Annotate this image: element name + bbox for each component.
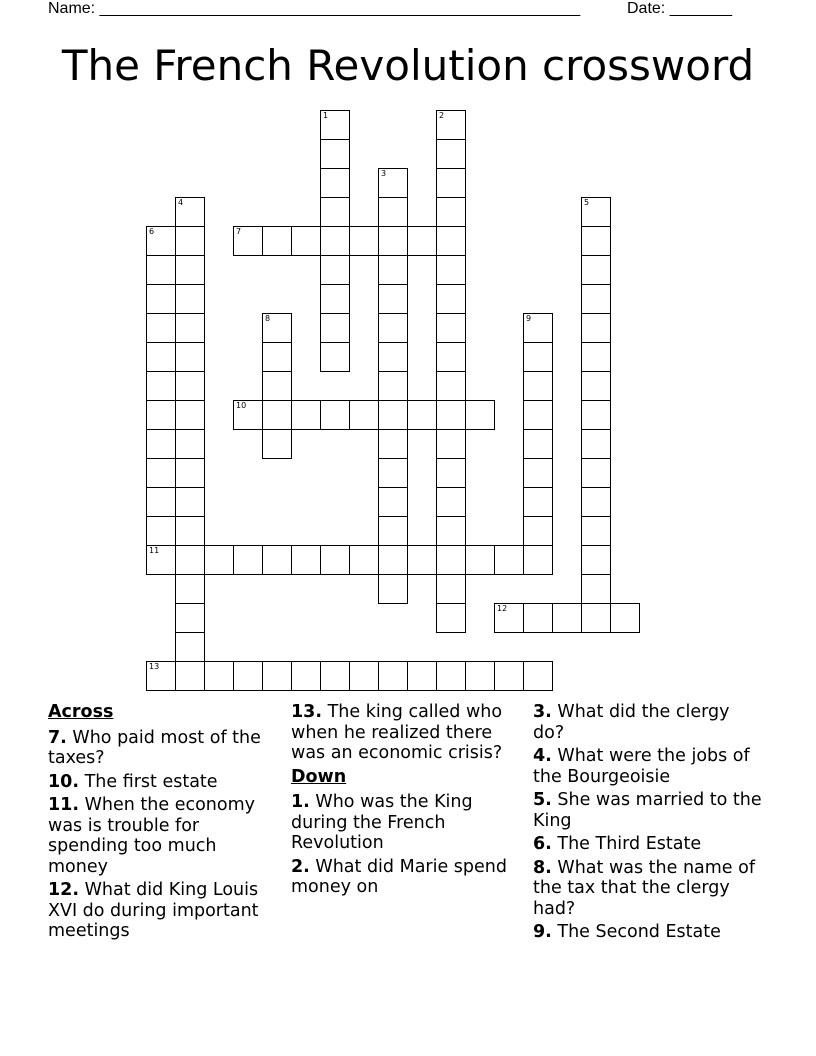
clue-number: 8. (533, 857, 552, 878)
crossword-cell[interactable] (523, 429, 553, 459)
crossword-cell[interactable] (175, 255, 205, 285)
crossword-cell[interactable] (378, 429, 408, 459)
crossword-cell[interactable] (320, 226, 350, 256)
crossword-cell[interactable] (523, 603, 553, 633)
crossword-cell[interactable] (465, 545, 495, 575)
crossword-cell[interactable] (407, 661, 437, 691)
crossword-cell[interactable] (581, 429, 611, 459)
cell-number: 4 (178, 198, 184, 207)
crossword-cell[interactable] (378, 545, 408, 575)
clue-across-13 (291, 702, 523, 764)
crossword-cell[interactable] (175, 429, 205, 459)
cell-number: 7 (236, 227, 242, 236)
crossword-cell[interactable] (552, 603, 582, 633)
clue-text: The king called who when he realized there was an economic crisis? (291, 702, 503, 763)
clue-column-3 (533, 702, 765, 946)
crossword-cell[interactable] (378, 661, 408, 691)
crossword-cell[interactable] (233, 661, 263, 691)
crossword-cell[interactable] (581, 516, 611, 546)
crossword-cell[interactable] (233, 545, 263, 575)
crossword-cell[interactable] (146, 313, 176, 343)
crossword-cell[interactable] (436, 110, 466, 140)
clue-text: Who was the King during the French Revolution (291, 792, 473, 853)
cell-number: 9 (526, 314, 532, 323)
crossword-cell[interactable] (436, 342, 466, 372)
crossword-cell[interactable] (436, 458, 466, 488)
crossword-cell[interactable] (494, 661, 524, 691)
clue-across-10 (48, 772, 280, 793)
crossword-cell[interactable] (436, 197, 466, 227)
crossword-cell[interactable] (523, 342, 553, 372)
clue-number: 1. (291, 792, 310, 812)
crossword-cell[interactable] (146, 458, 176, 488)
crossword-cell[interactable] (175, 226, 205, 256)
crossword-cell[interactable] (175, 661, 205, 691)
crossword-cell[interactable] (581, 574, 611, 604)
crossword-cell[interactable] (175, 487, 205, 517)
crossword-cell[interactable] (407, 226, 437, 256)
crossword-cell[interactable] (146, 255, 176, 285)
crossword-cell[interactable] (262, 545, 292, 575)
clue-text: The Third Estate (557, 834, 702, 854)
crossword-cell[interactable] (436, 545, 466, 575)
crossword-cell[interactable] (523, 487, 553, 517)
across-heading: Across (48, 702, 114, 722)
clue-down-3 (533, 702, 765, 743)
clue-down-8 (533, 858, 765, 920)
crossword-cell[interactable] (407, 400, 437, 430)
crossword-cell[interactable] (262, 371, 292, 401)
crossword-cell[interactable] (523, 371, 553, 401)
crossword-cell[interactable] (378, 197, 408, 227)
header-line (48, 0, 748, 18)
clue-text: What did the clergy do? (533, 702, 730, 743)
clue-down-9 (533, 922, 765, 943)
crossword-cell[interactable] (175, 400, 205, 430)
crossword-cell[interactable] (320, 197, 350, 227)
clue-number: 5. (533, 790, 552, 810)
crossword-cell[interactable] (262, 226, 292, 256)
crossword-cell[interactable] (436, 284, 466, 314)
crossword-cell[interactable] (378, 487, 408, 517)
crossword-cell[interactable] (175, 458, 205, 488)
crossword-cell[interactable] (204, 661, 234, 691)
clue-text: She was married to the King (533, 790, 762, 831)
page-title: The French Revolution crossword (61, 41, 755, 90)
clue-text: The Second Estate (557, 922, 721, 942)
crossword-cell[interactable] (378, 255, 408, 285)
crossword-cell[interactable] (581, 603, 611, 633)
crossword-cell[interactable] (436, 400, 466, 430)
clue-number: 2. (291, 856, 310, 877)
clue-number: 9. (533, 922, 552, 942)
crossword-cell[interactable] (175, 197, 205, 227)
crossword-cell[interactable] (436, 487, 466, 517)
crossword-cell[interactable] (175, 284, 205, 314)
crossword-cell[interactable] (146, 284, 176, 314)
crossword-cell[interactable] (378, 226, 408, 256)
crossword-cell[interactable] (320, 313, 350, 343)
crossword-cell[interactable] (146, 516, 176, 546)
crossword-cell[interactable] (523, 661, 553, 691)
crossword-cell[interactable] (320, 545, 350, 575)
crossword-cell[interactable] (581, 197, 611, 227)
crossword-cell[interactable] (175, 574, 205, 604)
crossword-cell[interactable] (320, 400, 350, 430)
crossword-cell[interactable] (146, 661, 176, 691)
crossword-cell[interactable] (378, 574, 408, 604)
cell-number: 12 (497, 604, 508, 613)
crossword-cell[interactable] (262, 429, 292, 459)
crossword-cell[interactable] (581, 371, 611, 401)
clue-number: 4. (533, 746, 552, 766)
crossword-cell[interactable] (146, 487, 176, 517)
crossword-cell[interactable] (233, 226, 263, 256)
crossword-cell[interactable] (175, 516, 205, 546)
clue-number: 11. (48, 795, 80, 815)
clue-number: 6. (533, 834, 552, 854)
crossword-cell[interactable] (581, 400, 611, 430)
crossword-cell[interactable] (291, 226, 321, 256)
crossword-cell[interactable] (175, 632, 205, 662)
clue-across-12 (48, 880, 280, 942)
crossword-cell[interactable] (436, 226, 466, 256)
crossword-cell[interactable] (581, 313, 611, 343)
crossword-cell[interactable] (378, 342, 408, 372)
crossword-cell[interactable] (436, 429, 466, 459)
crossword-cell[interactable] (378, 168, 408, 198)
clue-text: When the economy was is trouble for spending too much money (48, 795, 255, 877)
crossword-cell[interactable] (378, 371, 408, 401)
crossword-cell[interactable] (349, 226, 379, 256)
clue-text: Who paid most of the taxes? (48, 727, 261, 768)
crossword-cell[interactable] (349, 661, 379, 691)
crossword-cell[interactable] (436, 313, 466, 343)
crossword-cell[interactable] (523, 516, 553, 546)
cell-number: 11 (149, 546, 160, 555)
crossword-cell[interactable] (146, 429, 176, 459)
crossword-cell[interactable] (320, 255, 350, 285)
crossword-cell[interactable] (262, 342, 292, 372)
name-field-label: Name: ______________________________________________________ (48, 0, 581, 17)
crossword-cell[interactable] (436, 603, 466, 633)
crossword-cell[interactable] (146, 400, 176, 430)
crossword-cell[interactable] (465, 400, 495, 430)
crossword-cell[interactable] (349, 400, 379, 430)
crossword-cell[interactable] (378, 284, 408, 314)
crossword-cell[interactable] (146, 371, 176, 401)
crossword-cell[interactable] (175, 371, 205, 401)
crossword-cell[interactable] (320, 168, 350, 198)
clue-text: What were the jobs of the Bourgeoisie (533, 746, 750, 787)
crossword-cell[interactable] (436, 574, 466, 604)
crossword-cell[interactable] (523, 545, 553, 575)
cell-number: 6 (149, 227, 155, 236)
crossword-cell[interactable] (146, 545, 176, 575)
crossword-cell[interactable] (436, 371, 466, 401)
crossword-cell[interactable] (146, 226, 176, 256)
crossword-cell[interactable] (581, 458, 611, 488)
crossword-cell[interactable] (436, 661, 466, 691)
cell-number: 2 (439, 111, 445, 120)
crossword-cell[interactable] (581, 226, 611, 256)
crossword-cell[interactable] (291, 400, 321, 430)
cell-number: 1 (323, 111, 329, 120)
crossword-cell[interactable] (465, 661, 495, 691)
crossword-cell[interactable] (436, 168, 466, 198)
crossword-cell[interactable] (262, 400, 292, 430)
crossword-cell[interactable] (378, 313, 408, 343)
clue-text: What was the name of the tax that the clergy had? (533, 857, 756, 919)
crossword-cell[interactable] (378, 458, 408, 488)
crossword-cell[interactable] (494, 545, 524, 575)
crossword-cell[interactable] (175, 313, 205, 343)
crossword-cell[interactable] (581, 255, 611, 285)
crossword-cell[interactable] (320, 342, 350, 372)
crossword-cell[interactable] (581, 284, 611, 314)
crossword-cell[interactable] (407, 545, 437, 575)
crossword-cell[interactable] (175, 342, 205, 372)
clue-down-6 (533, 834, 765, 855)
crossword-cell[interactable] (175, 545, 205, 575)
crossword-cell[interactable] (320, 284, 350, 314)
cell-number: 13 (149, 662, 160, 671)
clue-down-5 (533, 790, 765, 831)
crossword-cell[interactable] (204, 545, 234, 575)
clue-number: 12. (48, 880, 80, 900)
crossword-cell[interactable] (436, 516, 466, 546)
cell-number: 8 (265, 314, 271, 323)
crossword-cell[interactable] (523, 400, 553, 430)
cell-number: 5 (584, 198, 590, 207)
crossword-cell[interactable] (436, 139, 466, 169)
crossword-cell[interactable] (349, 545, 379, 575)
crossword-cell[interactable] (378, 400, 408, 430)
clue-number: 13. (291, 702, 323, 722)
crossword-cell[interactable] (175, 603, 205, 633)
clue-across-7 (48, 728, 280, 769)
clue-across-11 (48, 795, 280, 877)
cell-number: 10 (236, 401, 247, 410)
crossword-cell[interactable] (610, 603, 640, 633)
clue-text: The first estate (84, 771, 218, 792)
clue-down-2 (291, 857, 523, 898)
crossword-cell[interactable] (320, 139, 350, 169)
crossword-cell[interactable] (581, 487, 611, 517)
cell-number: 3 (381, 169, 387, 178)
crossword-cell[interactable] (320, 110, 350, 140)
down-heading: Down (291, 766, 347, 787)
crossword-cell[interactable] (233, 400, 263, 430)
crossword-cell[interactable] (581, 545, 611, 575)
crossword-cell[interactable] (262, 313, 292, 343)
crossword-cell[interactable] (523, 458, 553, 488)
crossword-cell[interactable] (436, 255, 466, 285)
clue-down-4 (533, 746, 765, 787)
clue-text: What did Marie spend money on (291, 856, 507, 897)
crossword-cell[interactable] (581, 342, 611, 372)
date-field-label: Date: _______ (627, 0, 732, 17)
crossword-cell[interactable] (146, 342, 176, 372)
crossword-cell[interactable] (494, 603, 524, 633)
clue-number: 10. (48, 771, 80, 792)
crossword-cell[interactable] (291, 545, 321, 575)
crossword-cell[interactable] (262, 661, 292, 691)
clue-number: 3. (533, 702, 552, 722)
clue-text: What did King Louis XVI do during important meetings (48, 880, 259, 941)
clue-number: 7. (48, 727, 67, 748)
crossword-cell[interactable] (523, 313, 553, 343)
crossword-cell[interactable] (291, 661, 321, 691)
crossword-cell[interactable] (378, 516, 408, 546)
crossword-cell[interactable] (320, 661, 350, 691)
clue-column-1 (48, 702, 280, 945)
clue-down-1 (291, 792, 523, 854)
clue-column-2 (291, 702, 523, 901)
